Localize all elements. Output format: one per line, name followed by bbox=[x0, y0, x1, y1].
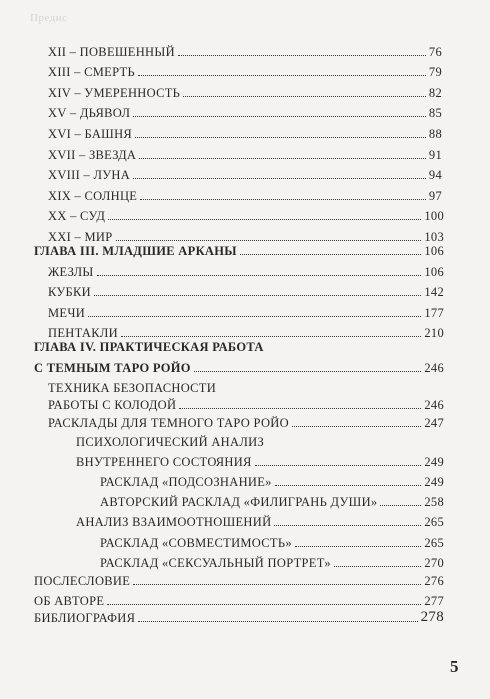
dot-leader bbox=[194, 371, 422, 372]
toc-entry-page: 249 bbox=[424, 475, 444, 489]
dot-leader bbox=[140, 199, 426, 200]
toc-entry-page: 277 bbox=[424, 594, 444, 608]
dot-leader bbox=[108, 219, 421, 220]
dot-leader bbox=[133, 116, 426, 117]
toc-entry-page: 210 bbox=[424, 326, 444, 340]
toc-entry-title: XXI – МИР bbox=[48, 230, 113, 244]
toc-entry-title: КУБКИ bbox=[48, 285, 91, 299]
toc-entry-title: XIX – СОЛНЦЕ bbox=[48, 189, 138, 203]
running-head: Предис bbox=[30, 12, 68, 24]
toc-entry-page: 270 bbox=[424, 556, 444, 570]
toc-entry-page: 97 bbox=[428, 189, 442, 203]
toc-entry-title: XIV – УМЕРЕННОСТЬ bbox=[48, 86, 181, 100]
toc-entry bbox=[34, 591, 444, 609]
dot-leader bbox=[97, 275, 422, 276]
toc-entry bbox=[48, 413, 444, 431]
dot-leader bbox=[94, 295, 421, 296]
dot-leader bbox=[240, 254, 421, 255]
toc-entry bbox=[48, 262, 444, 280]
toc-entry-page: 246 bbox=[424, 398, 444, 412]
toc-entry-title: АВТОРСКИЙ РАСКЛАД «ФИЛИГРАНЬ ДУШИ» bbox=[100, 495, 378, 509]
toc-entry-page: 246 bbox=[424, 361, 444, 375]
toc-entry-title: XV – ДЬЯВОЛ bbox=[48, 106, 131, 120]
toc-entry-page: 249 bbox=[424, 455, 444, 469]
toc-entry-title: РАСКЛАД «СЕКСУАЛЬНЫЙ ПОРТРЕТ» bbox=[100, 556, 331, 570]
toc-entry-page: 106 bbox=[424, 265, 444, 279]
toc-entry-title: ПОСЛЕСЛОВИЕ bbox=[34, 574, 131, 588]
toc-entry-page: 278 bbox=[420, 609, 444, 625]
dot-leader bbox=[255, 465, 422, 466]
toc-entry-page: 276 bbox=[424, 574, 444, 588]
toc-entry-title: XIII – СМЕРТЬ bbox=[48, 65, 135, 79]
dot-leader bbox=[138, 621, 417, 622]
dot-leader bbox=[133, 584, 421, 585]
toc-entry-page: 103 bbox=[424, 230, 444, 244]
toc-entry bbox=[34, 337, 444, 355]
dot-leader bbox=[295, 546, 421, 547]
toc-entry-page: 177 bbox=[424, 306, 444, 320]
toc-entry-title: ГЛАВА III. МЛАДШИЕ АРКАНЫ bbox=[34, 244, 237, 258]
toc-entry-title: XII – ПОВЕШЕННЫЙ bbox=[48, 45, 175, 59]
toc-entry-title: БИБЛИОГРАФИЯ bbox=[34, 611, 136, 625]
dot-leader bbox=[178, 55, 426, 56]
toc-entry bbox=[48, 282, 444, 300]
toc-entry-title: РАСКЛАДЫ ДЛЯ ТЕМНОГО ТАРО РОЙО bbox=[48, 416, 289, 430]
dot-leader bbox=[135, 137, 426, 138]
toc-entry bbox=[48, 124, 442, 142]
toc-entry bbox=[34, 241, 444, 259]
toc-entry-title: ПСИХОЛОГИЧЕСКИЙ АНАЛИЗ bbox=[76, 435, 265, 449]
dot-leader bbox=[274, 525, 421, 526]
toc-entry-page: 100 bbox=[424, 209, 444, 223]
toc-entry-title: ВНУТРЕННЕГО СОСТОЯНИЯ bbox=[76, 455, 252, 469]
dot-leader bbox=[183, 96, 426, 97]
toc-entry-page: 88 bbox=[428, 127, 442, 141]
toc-entry-title: XVI – БАШНЯ bbox=[48, 127, 133, 141]
toc-entry-title: ТЕХНИКА БЕЗОПАСНОСТИ bbox=[48, 381, 217, 395]
toc-entry bbox=[100, 533, 444, 551]
toc-entry-title: XX – СУД bbox=[48, 209, 106, 223]
toc-entry bbox=[48, 378, 444, 396]
toc-entry bbox=[48, 103, 442, 121]
toc-entry-page: 76 bbox=[428, 45, 442, 59]
toc-entry bbox=[48, 83, 442, 101]
toc-entry bbox=[48, 145, 442, 163]
toc-entry bbox=[48, 303, 444, 321]
toc-entry bbox=[48, 62, 442, 80]
toc-entry-title: ГЛАВА IV. ПРАКТИЧЕСКАЯ РАБОТА bbox=[34, 340, 264, 354]
toc-entry-page: 85 bbox=[428, 106, 442, 120]
toc-entry-title: ЖЕЗЛЫ bbox=[48, 265, 94, 279]
toc-entry-page: 142 bbox=[424, 285, 444, 299]
toc-entry-title: РАСКЛАД «ПОДСОЗНАНИЕ» bbox=[100, 475, 272, 489]
dot-leader bbox=[139, 158, 426, 159]
toc-entry bbox=[48, 42, 442, 60]
dot-leader bbox=[275, 485, 422, 486]
toc-entry bbox=[48, 206, 444, 224]
toc-entry-title: АНАЛИЗ ВЗАИМООТНОШЕНИЙ bbox=[76, 515, 272, 529]
toc-entry bbox=[76, 452, 444, 470]
toc-entry-page: 106 bbox=[424, 244, 444, 258]
toc-entry bbox=[100, 553, 444, 571]
dot-leader bbox=[380, 505, 421, 506]
toc-entry-page: 265 bbox=[424, 515, 444, 529]
toc-entry-page: 82 bbox=[428, 86, 442, 100]
toc-entry bbox=[76, 512, 444, 530]
toc-entry-title: МЕЧИ bbox=[48, 306, 86, 320]
toc-entry bbox=[48, 395, 444, 413]
toc-entry bbox=[100, 492, 444, 510]
dot-leader bbox=[138, 75, 426, 76]
toc-entry bbox=[76, 432, 444, 450]
dot-leader bbox=[334, 566, 421, 567]
toc-entry-page: 265 bbox=[424, 536, 444, 550]
toc-entry-title: ПЕНТАКЛИ bbox=[48, 326, 118, 340]
toc-entry-title: С ТЕМНЫМ ТАРО РОЙО bbox=[34, 361, 191, 375]
toc-entry bbox=[34, 571, 444, 589]
page-number: 5 bbox=[450, 657, 459, 676]
toc-entry bbox=[34, 358, 444, 376]
dot-leader bbox=[292, 426, 421, 427]
toc-entry-title: XVII – ЗВЕЗДА bbox=[48, 148, 137, 162]
toc-entry-title: ОБ АВТОРЕ bbox=[34, 594, 105, 608]
toc-entry-page: 91 bbox=[428, 148, 442, 162]
toc-entry bbox=[100, 472, 444, 490]
dot-leader bbox=[88, 316, 421, 317]
toc-entry-page: 79 bbox=[428, 65, 442, 79]
dot-leader bbox=[179, 408, 421, 409]
toc-entry bbox=[48, 165, 442, 183]
toc-entry bbox=[48, 186, 442, 204]
toc-entry-page: 94 bbox=[428, 168, 442, 182]
toc-entry-title: XVIII – ЛУНА bbox=[48, 168, 131, 182]
dot-leader bbox=[133, 178, 426, 179]
toc-entry-title: РАСКЛАД «СОВМЕСТИМОСТЬ» bbox=[100, 536, 292, 550]
toc-entry bbox=[34, 608, 444, 626]
toc-entry-title: РАБОТЫ С КОЛОДОЙ bbox=[48, 398, 177, 412]
dot-leader bbox=[107, 604, 421, 605]
toc-entry-page: 258 bbox=[424, 495, 444, 509]
toc-entry-page: 247 bbox=[424, 416, 444, 430]
